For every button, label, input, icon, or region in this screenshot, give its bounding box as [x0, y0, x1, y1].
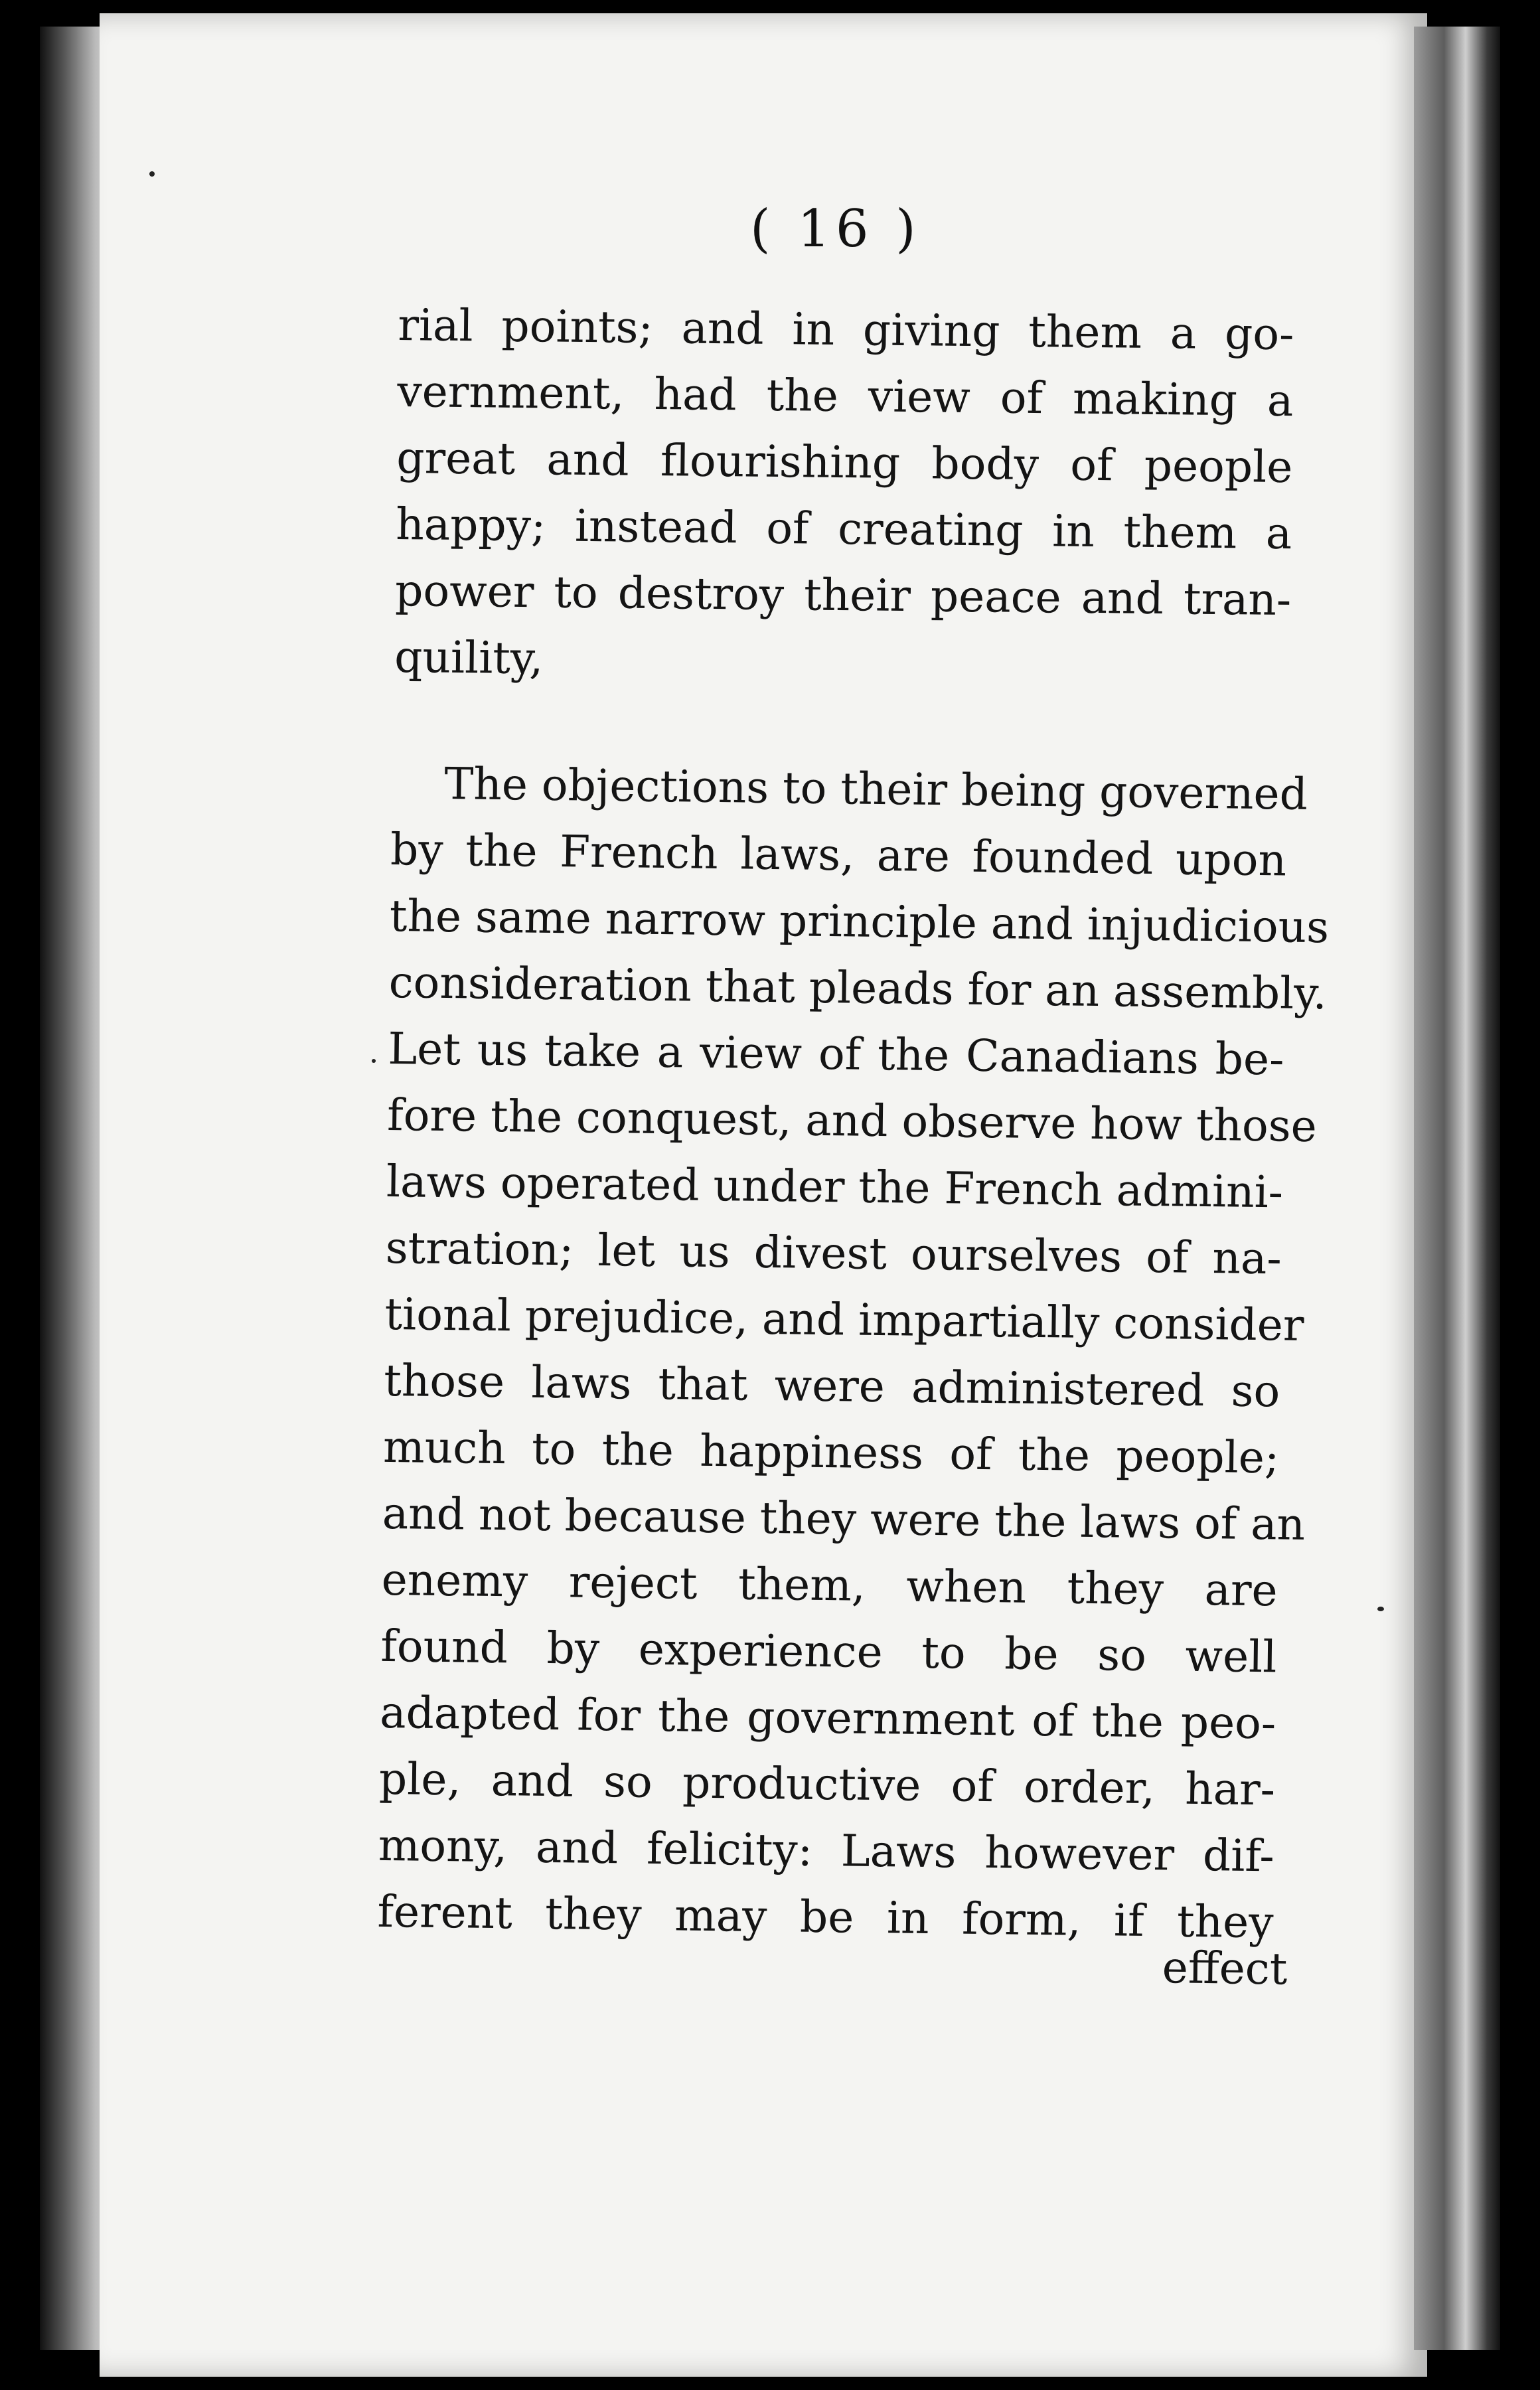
text-line: tional prejudice, and impartially consider — [384, 1288, 1304, 1351]
page-number: ( 16 ) — [750, 199, 921, 259]
ink-speck — [149, 171, 155, 177]
catchword-block — [391, 1925, 1288, 2002]
text-line: vernment, had the view of making a — [397, 365, 1294, 427]
text-line: The objections to their being governed — [443, 757, 1308, 820]
paragraph-2 — [377, 750, 1330, 1956]
text-line: fore the conquest, and observe how those — [386, 1089, 1318, 1153]
text-line: rial points; and in giving them a go- — [398, 299, 1294, 360]
text-line: ple, and so productive of order, har- — [378, 1753, 1276, 1816]
text-line: Let us take a view of the Canadians be- — [388, 1022, 1284, 1085]
text-line: laws operated under the French admini- — [386, 1155, 1284, 1218]
text-line: much to the happiness of the people; — [382, 1421, 1280, 1484]
text-line: and not because they were the laws of an — [382, 1487, 1306, 1550]
text-line: those laws that were administered so — [383, 1354, 1280, 1417]
text-line: found by experience to be so well — [380, 1620, 1277, 1683]
text-line: quility, — [394, 631, 544, 684]
paragraph-1 — [394, 292, 1294, 700]
text-line: great and flourishing body of people — [396, 432, 1293, 493]
text-line: by the French laws, are founded upon — [390, 823, 1287, 886]
text-line: happy; instead of creating in them a — [395, 498, 1292, 560]
text-line: consideration that pleads for an assembly. — [388, 956, 1328, 1020]
text-line: adapted for the government of the peo- — [379, 1686, 1276, 1749]
text-line: ferent they may be in form, if they — [377, 1885, 1274, 1949]
ink-speck — [372, 1059, 376, 1063]
text-line: the same narrow principle and injudicious — [389, 890, 1330, 953]
text-line: power to destroy their peace and tran- — [394, 564, 1292, 626]
page-edges-right — [1414, 27, 1500, 2350]
text-line: stration; let us divest ourselves of na- — [385, 1222, 1282, 1285]
ink-speck — [1377, 1607, 1384, 1611]
text-line: mony, and felicity: Laws however dif- — [378, 1819, 1275, 1882]
catchword: effect — [1162, 1942, 1288, 1995]
text-line: enemy reject them, when they are — [381, 1554, 1278, 1617]
